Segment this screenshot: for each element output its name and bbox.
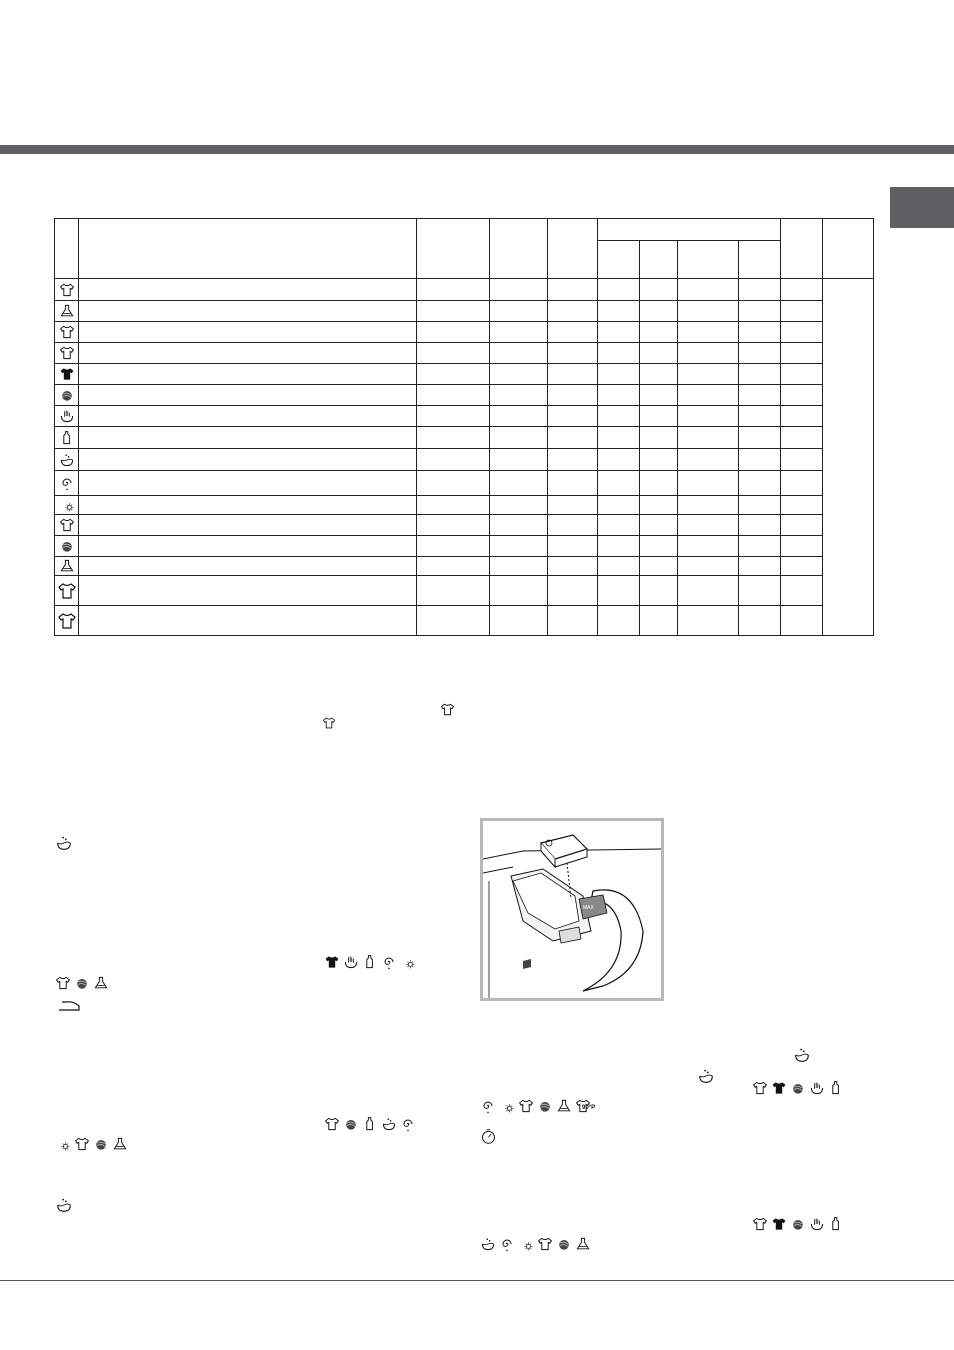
wool-ball-icon — [790, 1216, 806, 1232]
table-cell — [598, 406, 640, 427]
flask-sun-icon — [556, 1098, 572, 1114]
table-row — [55, 301, 874, 322]
table-cell — [490, 343, 548, 364]
table-cell — [781, 536, 823, 557]
basin-icon — [480, 1236, 496, 1252]
table-cell — [739, 471, 781, 496]
programme-label — [79, 471, 417, 496]
shirt-sun-icon — [752, 1216, 768, 1232]
table-cell — [548, 322, 598, 343]
shirt-sun-icon — [55, 975, 71, 991]
table-cell — [781, 385, 823, 406]
table-cell — [417, 427, 490, 449]
dark-shirt-icon — [324, 954, 340, 970]
icon-row — [480, 1098, 595, 1114]
table-cell — [678, 515, 739, 536]
table-cell — [781, 322, 823, 343]
shirt-60-icon — [322, 716, 336, 730]
sun-basin-icon — [518, 1236, 534, 1252]
table-row — [55, 406, 874, 427]
shirt-sun-icon — [752, 1080, 768, 1096]
icon-cell — [55, 322, 79, 343]
footer-rule — [0, 1280, 954, 1281]
table-cell — [781, 557, 823, 576]
programme-label — [79, 406, 417, 427]
programme-label — [79, 279, 417, 301]
table-cell — [739, 385, 781, 406]
table-cell — [417, 606, 490, 636]
programme-table — [54, 218, 874, 636]
table-cell — [739, 364, 781, 385]
table-cell — [640, 515, 678, 536]
table-cell — [598, 427, 640, 449]
table-cell — [490, 449, 548, 471]
table-cell — [548, 515, 598, 536]
baby-bottle-icon — [362, 954, 378, 970]
programme-label — [79, 515, 417, 536]
hand-wash-icon — [809, 1080, 825, 1096]
table-cell — [739, 496, 781, 515]
programme-label — [79, 364, 417, 385]
icon-cell — [55, 606, 79, 636]
table-cell — [548, 427, 598, 449]
table-cell — [490, 515, 548, 536]
table-cell — [678, 536, 739, 557]
table-row — [55, 427, 874, 449]
table-row — [55, 536, 874, 557]
table-cell — [548, 279, 598, 301]
shirt-90p-icon — [575, 1098, 595, 1114]
flask-sun-icon — [59, 558, 75, 574]
baby-bottle-icon — [828, 1080, 844, 1096]
basin-icon — [793, 1046, 811, 1064]
table-cell — [490, 279, 548, 301]
table-row — [55, 576, 874, 606]
table-cell — [781, 427, 823, 449]
table-cell — [598, 449, 640, 471]
table-cell — [640, 385, 678, 406]
table-cell — [781, 496, 823, 515]
table-cell — [640, 557, 678, 576]
shirt-icon — [324, 1116, 340, 1132]
wool-sun-icon — [59, 538, 75, 554]
flask-icon — [59, 303, 75, 319]
table-cell — [739, 343, 781, 364]
table-cell — [781, 606, 823, 636]
table-cell — [490, 322, 548, 343]
header-cell — [548, 219, 598, 279]
wool-sun-icon — [556, 1236, 572, 1252]
table-cell — [417, 449, 490, 471]
table-cell — [640, 343, 678, 364]
icon-cell — [55, 364, 79, 385]
table-cell — [490, 406, 548, 427]
table-cell — [598, 536, 640, 557]
table-cell — [739, 301, 781, 322]
table-cell — [490, 536, 548, 557]
table-cell — [640, 606, 678, 636]
icon-cell — [55, 449, 79, 471]
table-cell — [417, 536, 490, 557]
table-cell — [490, 385, 548, 406]
header-cell — [823, 219, 874, 279]
icon-row — [55, 1136, 128, 1152]
header-subcell — [598, 241, 640, 279]
table-cell — [640, 364, 678, 385]
icon-cell — [55, 385, 79, 406]
max-label: MAX — [583, 905, 594, 911]
header-cell — [417, 219, 490, 279]
icon-cell — [55, 343, 79, 364]
icon-row — [480, 1236, 591, 1252]
table-cell — [640, 536, 678, 557]
shirt-sun-icon — [518, 1098, 534, 1114]
table-cell — [678, 385, 739, 406]
table-cell — [739, 536, 781, 557]
table-cell — [417, 385, 490, 406]
table-cell — [781, 449, 823, 471]
spin-icon — [499, 1236, 515, 1252]
table-cell — [640, 301, 678, 322]
icon-cell — [55, 471, 79, 496]
dark-shirt-icon — [59, 366, 75, 382]
table-row — [55, 515, 874, 536]
table-cell — [490, 364, 548, 385]
table-row — [55, 606, 874, 636]
table-cell — [598, 576, 640, 606]
table-cell — [490, 301, 548, 322]
table-cell — [781, 576, 823, 606]
icon-cell — [55, 557, 79, 576]
table-row — [55, 364, 874, 385]
table-cell — [490, 576, 548, 606]
table-cell — [739, 576, 781, 606]
table-cell — [739, 606, 781, 636]
table-cell — [548, 606, 598, 636]
table-cell — [678, 279, 739, 301]
baby-bottle-icon — [59, 430, 75, 446]
shirt-sun-icon — [537, 1236, 553, 1252]
iron-icon — [55, 999, 83, 1013]
table-cell — [678, 406, 739, 427]
dispenser-figure — [480, 818, 664, 1001]
table-row — [55, 449, 874, 471]
table-cell — [678, 364, 739, 385]
icon-cell — [55, 576, 79, 606]
table-cell — [548, 471, 598, 496]
table-cell — [678, 496, 739, 515]
spin-icon — [381, 954, 397, 970]
shirt-90p-icon — [57, 581, 77, 601]
basin-icon — [55, 834, 73, 852]
wool-sun-icon — [537, 1098, 553, 1114]
table-cell — [678, 449, 739, 471]
shirt-stain-icon — [59, 345, 75, 361]
table-row — [55, 496, 874, 515]
table-cell — [678, 343, 739, 364]
icon-cell — [55, 536, 79, 557]
wool-ball-icon — [343, 1116, 359, 1132]
table-cell — [640, 576, 678, 606]
programme-label — [79, 576, 417, 606]
table-cell — [417, 471, 490, 496]
header-group-cell — [598, 219, 781, 241]
header-subcell — [640, 241, 678, 279]
flask-sun-icon — [93, 975, 109, 991]
table-cell — [548, 496, 598, 515]
header-cell — [79, 219, 417, 279]
table-cell — [490, 471, 548, 496]
table-cell — [781, 301, 823, 322]
table-cell — [490, 557, 548, 576]
table-cell — [598, 471, 640, 496]
table-cell — [739, 279, 781, 301]
dark-shirt-icon — [771, 1080, 787, 1096]
baby-bottle-icon — [828, 1216, 844, 1232]
table-cell — [739, 449, 781, 471]
shirt-60-icon — [440, 702, 455, 717]
header-subcell — [739, 241, 781, 279]
icon-cell — [55, 496, 79, 515]
dispenser-drawing — [483, 821, 661, 998]
spin-icon — [400, 1116, 416, 1132]
table-row — [55, 343, 874, 364]
table-row — [55, 322, 874, 343]
table-cell — [739, 515, 781, 536]
icon-row — [324, 954, 416, 970]
spin-icon — [480, 1098, 496, 1114]
table-cell — [781, 343, 823, 364]
baby-bottle-icon — [362, 1116, 378, 1132]
programme-label — [79, 449, 417, 471]
table-cell — [678, 301, 739, 322]
table-cell — [781, 279, 823, 301]
icon-row — [752, 1216, 844, 1232]
table-cell — [598, 322, 640, 343]
basin-icon — [697, 1067, 715, 1085]
programme-label — [79, 301, 417, 322]
icon-cell — [55, 406, 79, 427]
table-cell — [417, 576, 490, 606]
wool-sun-icon — [74, 975, 90, 991]
table-cell — [598, 557, 640, 576]
programme-label — [79, 385, 417, 406]
table-cell — [417, 343, 490, 364]
language-tab — [890, 187, 954, 228]
table-cell — [678, 471, 739, 496]
wool-ball-icon — [790, 1080, 806, 1096]
table-cell — [548, 449, 598, 471]
header-cell — [781, 219, 823, 279]
table-cell — [417, 364, 490, 385]
icon-cell — [55, 279, 79, 301]
table-cell — [739, 427, 781, 449]
table-cell — [640, 406, 678, 427]
shirt-90p-label: 90°P — [582, 1105, 596, 1111]
table-row — [55, 557, 874, 576]
table-cell — [490, 427, 548, 449]
timer-icon — [480, 1128, 497, 1145]
basin-icon — [59, 452, 75, 468]
table-cell — [548, 536, 598, 557]
table-cell — [417, 515, 490, 536]
icon-row — [55, 975, 109, 991]
dark-shirt-icon — [771, 1216, 787, 1232]
programme-label — [79, 343, 417, 364]
table-cell — [640, 322, 678, 343]
table-cell — [781, 515, 823, 536]
table-cell — [739, 322, 781, 343]
table-cell — [417, 496, 490, 515]
hand-wash-icon — [809, 1216, 825, 1232]
header-cell — [55, 219, 79, 279]
table-cell — [598, 364, 640, 385]
table-cell — [598, 385, 640, 406]
table-cell — [548, 406, 598, 427]
table-cell — [417, 322, 490, 343]
shirt-sun-icon — [59, 517, 75, 533]
table-cell — [781, 471, 823, 496]
spin-icon — [59, 475, 75, 491]
flask-sun-icon — [112, 1136, 128, 1152]
programme-label — [79, 322, 417, 343]
table-cell — [548, 364, 598, 385]
hand-wash-icon — [343, 954, 359, 970]
table-cell — [781, 406, 823, 427]
programme-label — [79, 427, 417, 449]
table-row — [55, 279, 874, 301]
header-cell — [490, 219, 548, 279]
shirt-60-icon — [59, 282, 75, 298]
table-cell — [598, 606, 640, 636]
hand-wash-icon — [59, 408, 75, 424]
icon-cell — [55, 301, 79, 322]
icon-cell — [55, 515, 79, 536]
table-cell — [417, 301, 490, 322]
programme-label — [79, 557, 417, 576]
table-cell — [598, 515, 640, 536]
table-cell — [678, 557, 739, 576]
icon-row — [752, 1080, 844, 1096]
table-cell — [598, 343, 640, 364]
table-cell — [548, 301, 598, 322]
sun-basin-icon — [59, 497, 75, 513]
table-row — [55, 471, 874, 496]
table-cell — [417, 279, 490, 301]
table-cell — [678, 322, 739, 343]
header-subcell — [678, 241, 739, 279]
table-cell — [678, 427, 739, 449]
programme-label — [79, 536, 417, 557]
table-cell-merged — [823, 279, 874, 636]
basin-icon — [381, 1116, 397, 1132]
table-cell — [640, 496, 678, 515]
sun-basin-icon — [55, 1136, 71, 1152]
sun-basin-icon — [400, 954, 416, 970]
sun-basin-icon — [499, 1098, 515, 1114]
table-cell — [548, 576, 598, 606]
header-bar — [0, 145, 954, 154]
table-cell — [417, 557, 490, 576]
table-cell — [490, 496, 548, 515]
table-cell — [548, 343, 598, 364]
table-cell — [640, 427, 678, 449]
wool-sun-icon — [93, 1136, 109, 1152]
table-cell — [548, 557, 598, 576]
icon-row — [324, 1116, 416, 1132]
icon-cell — [55, 427, 79, 449]
table-cell — [640, 471, 678, 496]
basin-icon — [55, 1196, 73, 1214]
programme-label — [79, 496, 417, 515]
wool-ball-icon — [59, 387, 75, 403]
table-cell — [640, 449, 678, 471]
table-cell — [678, 606, 739, 636]
table-cell — [598, 496, 640, 515]
table-cell — [739, 406, 781, 427]
table-row — [55, 385, 874, 406]
table-cell — [678, 576, 739, 606]
table-cell — [598, 279, 640, 301]
shirt-sun-icon — [74, 1136, 90, 1152]
table-cell — [417, 406, 490, 427]
shirt-60-icon — [57, 611, 77, 631]
table-cell — [781, 364, 823, 385]
table-cell — [640, 279, 678, 301]
table-cell — [490, 606, 548, 636]
table-cell — [548, 385, 598, 406]
table-cell — [739, 557, 781, 576]
shirt-icon — [59, 324, 75, 340]
programme-label — [79, 606, 417, 636]
table-cell — [598, 301, 640, 322]
flask-sun-icon — [575, 1236, 591, 1252]
